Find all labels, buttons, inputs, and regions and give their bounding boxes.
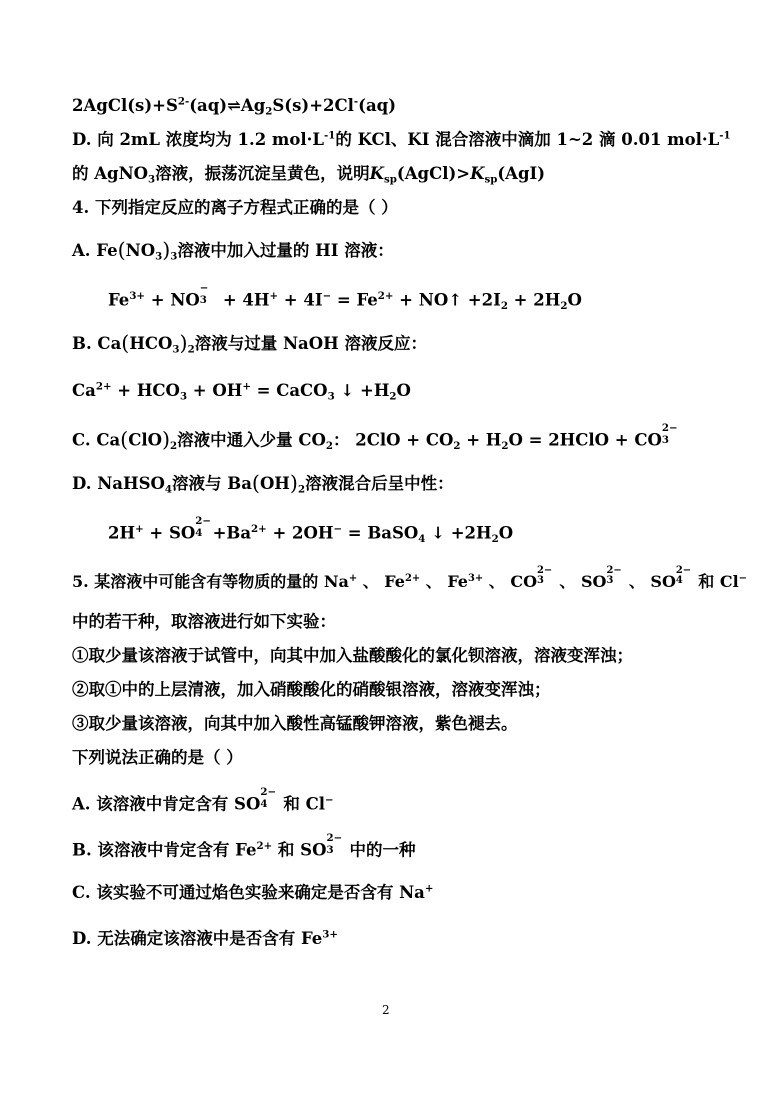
subscript: 2 [170,439,178,452]
experiment-step-2 [72,682,551,699]
superscript: 2− [675,564,692,576]
subscript: 2 [501,439,509,452]
superscript: 3+ [129,290,145,303]
q4-option-a-equation [108,282,582,312]
text-run: S(s)+2Cl [272,96,354,115]
question-4-stem [72,200,398,217]
text-run: (AgI) [497,164,546,183]
script-stack [661,422,679,446]
text-run: 溶液中通入少量 CO [177,430,326,450]
eq-term: = BaSO [342,523,419,543]
question-5-stem-line-2 [72,614,336,631]
superscript: 2− [606,564,622,576]
eq-term: + NO [145,290,200,310]
text-run: ②取①中的上层清液，加入硝酸酸化的硝酸银溶液，溶液变浑浊； [72,680,551,699]
superscript: − [738,572,747,584]
eq-term: +Ba [212,523,252,543]
subscript: 3 [326,843,334,856]
eq-term: + 4I [278,290,323,310]
text-run: 溶液与 Ba [172,474,252,493]
superscript: 2− [195,515,211,528]
formula: OH [259,474,290,493]
script-stack [606,564,623,587]
superscript: + [348,572,358,584]
text-run: 中的一种 [343,840,416,860]
option-label: C. Ca [72,430,121,450]
q3-option-d-line-2 [72,164,546,186]
subscript: 2 [187,343,195,356]
text-run: 的 KCl、KI 混合溶液中滴加 1~2 滴 0.01 mol·L [335,130,720,149]
text-run: 的 AgNO [72,164,149,183]
subscript: 4 [164,483,172,496]
paren: ) [289,471,298,496]
eq-term: + 2OH [266,523,334,543]
eq-term: Fe [108,290,130,310]
paren: ( [120,427,129,452]
q4-option-d [72,471,454,496]
superscript: 3+ [467,572,484,584]
q5-option-b [72,832,416,860]
eq-term: O [396,381,411,400]
superscript: 2+ [95,380,112,393]
subscript: sp [484,173,498,186]
eq-term: + SO [143,523,196,543]
text-run: 、 Fe [420,572,468,591]
subscript: 3 [537,575,544,587]
paren: ) [162,238,171,263]
superscript: + [135,523,144,536]
text-run: (aq) [358,96,396,115]
subscript: 3 [179,390,188,403]
text-run: 和 Cl [692,572,739,591]
q4-option-b [72,331,427,356]
formula: HCO [129,334,173,353]
text-run: D. 无法确定该溶液中是否含有 Fe [72,929,323,948]
superscript: 2− [661,422,678,435]
eq-term: + 2H [507,290,561,310]
q4-option-c [72,422,679,452]
experiment-step-1 [72,648,633,665]
text-run: 中的若干种，取溶液进行如下实验： [72,612,336,631]
superscript: 2− [326,832,343,845]
text-run: 溶液混合后呈中性： [305,474,454,493]
text-run: 、 SO [553,572,607,591]
question-text: 4. 下列指定反应的离子方程式正确的是（ ） [72,198,398,217]
q3-option-d-line-1 [72,129,731,149]
superscript: 2- [177,95,190,108]
subscript: 3 [172,343,180,356]
superscript: 2+ [377,290,394,303]
text-run: ①取少量该溶液于试管中，向其中加入盐酸酸化的氯化钡溶液，溶液变浑浊； [72,646,633,665]
text-run: O = 2HClO + CO [508,430,662,450]
q5-option-c [72,882,434,902]
text-run: 2AgCl(s)+S [72,96,178,115]
text-run: 、 Fe [357,572,405,591]
subscript: 4 [195,526,203,539]
superscript: − [199,282,209,295]
eq-term: + OH [187,381,243,400]
paren: ( [121,331,130,356]
text-run: 5. 某溶液中可能含有等物质的量的 Na [72,572,349,591]
option-label: B. Ca [72,334,122,353]
text-run: 和 SO [272,840,327,860]
eq-term: ↓ +2H [425,523,492,543]
eq-term: + HCO [111,381,180,400]
eq-term: 2H [108,523,136,543]
script-stack [675,564,693,587]
subscript: 3 [170,250,178,263]
text-run: 下列说法正确的是（ ） [72,748,243,767]
superscript: − [333,523,343,536]
ksp-symbol: K [369,164,385,183]
subscript: 4 [418,532,426,545]
q5-option-a [72,786,334,814]
paren: ( [251,471,260,496]
superscript: − [322,290,332,303]
superscript: 2+ [251,523,267,536]
subscript: 3 [155,250,163,263]
script-stack [195,515,212,539]
question-5-ask [72,750,243,767]
script-stack [326,832,343,856]
superscript: 2− [260,786,277,799]
text-run: 和 Cl [277,794,326,814]
eq-term: ↓ +H [334,381,390,400]
text-run: 溶液中加入过量的 HI 溶液： [177,241,394,260]
q5-option-d [72,928,338,948]
subscript: sp [384,173,397,186]
option-c-equation-continued [72,95,396,118]
ksp-symbol: K [470,164,485,183]
subscript: 4 [675,575,683,587]
script-stack [537,564,554,587]
subscript: 3 [327,390,335,403]
subscript: 2 [560,299,568,312]
subscript: 2 [389,390,397,403]
option-label: A. Fe [72,241,118,260]
formula: NO [125,241,156,260]
text-run: ： 2ClO + CO [333,430,454,450]
superscript: 2+ [256,840,273,853]
subscript: 2 [265,105,273,118]
superscript: 2+ [404,572,421,584]
subscript: 2 [297,483,306,496]
superscript: 2− [537,564,553,576]
text-run: B. 该溶液中肯定含有 Fe [72,840,257,860]
eq-term: = CaCO [250,381,328,400]
text-run: + H [460,430,502,450]
subscript: 2 [325,439,334,452]
superscript: - [353,95,359,108]
superscript: 3+ [322,928,338,941]
text-run: (AgCl)> [396,164,471,183]
page-number: 2 [382,1003,390,1017]
superscript: -1 [719,129,731,142]
text-run: 、 SO [623,572,676,591]
eq-term: O [567,290,582,310]
option-label: D. NaHSO [72,474,165,493]
eq-term: + NO↑ +2I [393,290,501,310]
subscript: 3 [199,293,207,306]
script-stack [260,786,277,810]
superscript: -1 [324,129,336,142]
subscript: 4 [260,797,268,810]
superscript: + [424,882,434,895]
q4-option-b-equation [72,380,411,403]
paren: ) [161,427,171,452]
q4-option-d-equation [108,515,514,545]
question-5-stem [72,564,747,591]
superscript: + [242,380,251,393]
text-run: 溶液与过量 NaOH 溶液反应： [194,334,427,353]
eq-term: + 4H [217,290,270,310]
text-run: (aq)⇌Ag [189,96,266,115]
eq-term: = Fe [331,290,378,310]
paren: ) [179,331,188,356]
text-run: 溶液，振荡沉淀呈黄色，说明 [155,164,370,183]
subscript: 3 [661,433,669,446]
text-run: 、 CO [483,572,538,591]
subscript: 3 [606,575,614,587]
text-run: D. 向 2mL 浓度均为 1.2 mol·L [72,130,325,149]
text-run: C. 该实验不可通过焰色实验来确定是否含有 Na [72,883,425,902]
subscript: 2 [500,299,508,312]
experiment-step-3 [72,716,518,733]
subscript: 2 [453,439,461,452]
text-run: ③取少量该溶液，向其中加入酸性高锰酸钾溶液，紫色褪去。 [72,714,518,733]
q4-option-a [72,238,394,263]
paren: ( [117,238,126,263]
subscript: 3 [148,173,156,186]
superscript: − [325,794,334,807]
eq-term: Ca [72,381,96,400]
text-run: A. 该溶液中肯定含有 SO [72,794,261,814]
formula: ClO [128,430,162,450]
eq-term: O [498,523,514,543]
subscript: 2 [491,532,499,545]
superscript: + [269,290,279,303]
script-stack [199,282,217,306]
